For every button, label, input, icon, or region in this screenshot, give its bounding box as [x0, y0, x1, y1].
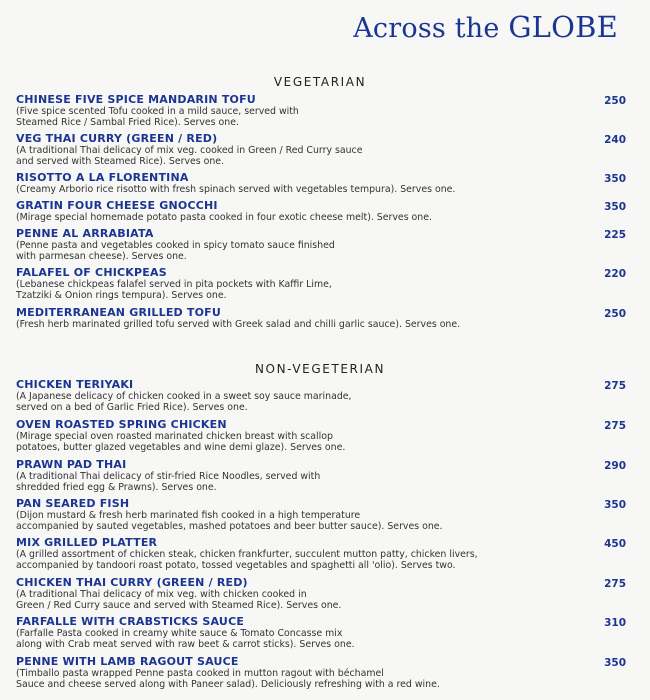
- item-description: [16, 212, 586, 223]
- item-price: 240: [604, 134, 626, 146]
- menu-item: [16, 497, 632, 532]
- item-name: GRATIN FOUR CHEESE GNOCCHI: [16, 199, 218, 212]
- menu-item: [16, 655, 632, 690]
- description-line: (A traditional Thai delicacy of mix veg. cooked in Green / Red Curry sauce: [16, 145, 363, 156]
- item-description: [16, 668, 586, 690]
- menu-item: [16, 378, 632, 413]
- description-line: (A traditional Thai delicacy of mix veg. with chicken cooked in: [16, 589, 307, 600]
- description-line: (Timballo pasta wrapped Penne pasta cooked in mutton ragout with béchamel: [16, 668, 384, 679]
- menu-item: [16, 132, 632, 167]
- description-line: served on a bed of Garlic Fried Rice). Serves one.: [16, 402, 248, 413]
- menu-item: [16, 227, 632, 262]
- item-description: [16, 589, 586, 611]
- item-name: VEG THAI CURRY (GREEN / RED): [16, 132, 218, 145]
- item-name: FALAFEL OF CHICKPEAS: [16, 266, 167, 279]
- item-name: OVEN ROASTED SPRING CHICKEN: [16, 418, 227, 431]
- description-line: (Farfalle Pasta cooked in creamy white sauce & Tomato Concasse mix: [16, 628, 343, 639]
- item-name: PAN SEARED FISH: [16, 497, 130, 510]
- item-name: PENNE WITH LAMB RAGOUT SAUCE: [16, 655, 239, 668]
- description-line: with parmesan cheese). Serves one.: [16, 251, 187, 262]
- description-line: (Creamy Arborio rice risotto with fresh spinach served with vegetables tempura). Serves one.: [16, 184, 456, 195]
- item-price: 290: [604, 460, 626, 472]
- item-price: 275: [604, 420, 626, 432]
- description-line: Green / Red Curry sauce and served with Steamed Rice). Serves one.: [16, 600, 342, 611]
- page-title: [353, 10, 618, 44]
- item-description: [16, 431, 586, 453]
- menu-item: [16, 171, 632, 195]
- description-line: (A Japanese delicacy of chicken cooked in a sweet soy sauce marinade,: [16, 391, 352, 402]
- item-price: 275: [604, 380, 626, 392]
- item-name: CHICKEN THAI CURRY (GREEN / RED): [16, 576, 248, 589]
- item-price: 350: [604, 499, 626, 511]
- item-name: MEDITERRANEAN GRILLED TOFU: [16, 306, 222, 319]
- description-line: and served with Steamed Rice). Serves one.: [16, 156, 225, 167]
- menu-item: [16, 615, 632, 650]
- item-name: PENNE AL ARRABIATA: [16, 227, 154, 240]
- item-description: [16, 510, 586, 532]
- item-price: 350: [604, 201, 626, 213]
- item-description: [16, 106, 586, 128]
- description-line: potatoes, butter glazed vegetables and wine demi glaze). Serves one.: [16, 442, 346, 453]
- description-line: shredded fried egg & Prawns). Serves one.: [16, 482, 217, 493]
- item-description: [16, 240, 586, 262]
- item-description: [16, 319, 586, 330]
- description-line: (A grilled assortment of chicken steak, chicken frankfurter, succulent mutton patty, chicken livers,: [16, 549, 478, 560]
- description-line: Sauce and cheese served along with Paneer salad). Deliciously refreshing with a red wine.: [16, 679, 440, 690]
- menu-item: [16, 418, 632, 453]
- section-heading-non-vegetarian: NON-VEGETERIAN: [254, 362, 386, 376]
- item-price: 310: [604, 617, 626, 629]
- description-line: (Mirage special homemade potato pasta cooked in four exotic cheese melt). Serves one.: [16, 212, 432, 223]
- description-line: Steamed Rice / Sambal Fried Rice). Serves one.: [16, 117, 239, 128]
- menu-item: [16, 93, 632, 128]
- item-price: 450: [604, 538, 626, 550]
- description-line: (Fresh herb marinated grilled tofu served with Greek salad and chilli garlic sauce). Serves one.: [16, 319, 461, 330]
- item-name: CHINESE FIVE SPICE MANDARIN TOFU: [16, 93, 256, 106]
- item-name: MIX GRILLED PLATTER: [16, 536, 158, 549]
- description-line: (Dijon mustard & fresh herb marinated fish cooked in a high temperature: [16, 510, 361, 521]
- item-price: 250: [604, 95, 626, 107]
- item-description: [16, 549, 586, 571]
- description-line: (Penne pasta and vegetables cooked in spicy tomato sauce finished: [16, 240, 335, 251]
- page-title-emphasis: GLOBE: [508, 10, 618, 44]
- description-line: accompanied by sauted vegetables, mashed potatoes and beer butter sauce). Serves one.: [16, 521, 443, 532]
- description-line: (Mirage special oven roasted marinated chicken breast with scallop: [16, 431, 333, 442]
- section-heading-vegetarian: VEGETARIAN: [273, 75, 367, 89]
- item-description: [16, 184, 586, 195]
- description-line: Tzatziki & Onion rings tempura). Serves one.: [16, 290, 227, 301]
- item-description: [16, 279, 586, 301]
- description-line: accompanied by tandoori roast potato, tossed vegetables and spaghetti all 'olio). Serves two.: [16, 560, 456, 571]
- item-price: 250: [604, 308, 626, 320]
- item-price: 275: [604, 578, 626, 590]
- menu-item: [16, 458, 632, 493]
- item-price: 220: [604, 268, 626, 280]
- menu-item: [16, 306, 632, 330]
- description-line: (Five spice scented Tofu cooked in a mild sauce, served with: [16, 106, 299, 117]
- description-line: (A traditional Thai delicacy of stir-fried Rice Noodles, served with: [16, 471, 321, 482]
- item-name: FARFALLE WITH CRABSTICKS SAUCE: [16, 615, 245, 628]
- item-price: 350: [604, 173, 626, 185]
- item-price: 225: [604, 229, 626, 241]
- menu-item: [16, 199, 632, 223]
- item-name: PRAWN PAD THAI: [16, 458, 127, 471]
- item-description: [16, 628, 586, 650]
- description-line: (Lebanese chickpeas falafel served in pita pockets with Kaffir Lime,: [16, 279, 332, 290]
- menu-item: [16, 266, 632, 301]
- item-name: RISOTTO A LA FLORENTINA: [16, 171, 189, 184]
- item-price: 350: [604, 657, 626, 669]
- item-description: [16, 391, 586, 413]
- page-title-prefix: Across the: [353, 13, 509, 44]
- item-description: [16, 145, 586, 167]
- menu-item: [16, 536, 632, 571]
- item-description: [16, 471, 586, 493]
- menu-item: [16, 576, 632, 611]
- description-line: along with Crab meat served with raw beet & carrot sticks). Serves one.: [16, 639, 355, 650]
- item-name: CHICKEN TERIYAKI: [16, 378, 134, 391]
